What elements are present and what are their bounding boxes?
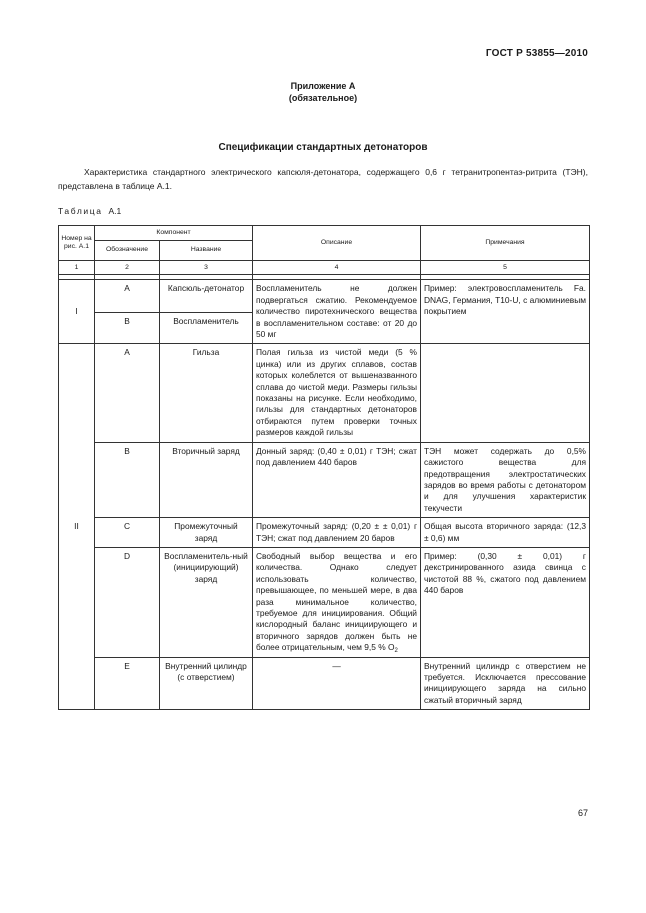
table-row bbox=[59, 518, 590, 548]
designation-cell: В bbox=[95, 313, 160, 344]
notes-cell bbox=[421, 344, 590, 442]
intro-text: Характеристика стандартного электрического капсюля-детонатора, содержащего 0,6 г тетранитропентаэ-ритрита (ТЭН), представлена в таблице А.1. bbox=[58, 167, 588, 191]
header-component: Компонент bbox=[95, 226, 253, 241]
designation-cell: С bbox=[95, 518, 160, 548]
col-number: 2 bbox=[95, 261, 160, 275]
designation-cell: В bbox=[95, 442, 160, 517]
description-cell: — bbox=[253, 657, 421, 710]
section-title: Спецификации стандартных детонаторов bbox=[218, 142, 428, 153]
group-number: I bbox=[59, 280, 95, 344]
header-designation: Обозначение bbox=[95, 241, 160, 261]
designation-cell: А bbox=[95, 280, 160, 313]
page-number: 67 bbox=[577, 808, 588, 818]
header-number: Номер на рис. А.1 bbox=[59, 226, 95, 261]
designation-cell: Е bbox=[95, 657, 160, 710]
table-header-row bbox=[59, 226, 590, 241]
table-caption-number: А.1 bbox=[108, 206, 122, 216]
col-number: 1 bbox=[59, 261, 95, 275]
column-number-row bbox=[59, 261, 590, 275]
col-number: 3 bbox=[160, 261, 253, 275]
description-text: Свободный выбор вещества и его количества. Однако следует использовать количество, превышающее, по меньшей мере, в два раза минимальное количество, требуемое для инициирования. Общий кислородный баланс инициирующего и вторичного зарядов должен быть не более отрицательным, чем 9,5 % O bbox=[256, 550, 417, 653]
designation-cell: А bbox=[95, 344, 160, 442]
description-cell: Промежуточный заряд: (0,20 ± ± 0,01) г ТЭН; сжат под давлением 20 баров bbox=[253, 518, 421, 548]
header-notes: Примечания bbox=[421, 226, 590, 261]
name-cell: Гильза bbox=[160, 344, 253, 442]
notes-cell: ТЭН может содержать до 0,5% сажистого вещества для предотвращения электростатических зарядов во время работы с детонатором и для улучшения характеристик текучести bbox=[421, 442, 590, 517]
table-row bbox=[59, 344, 590, 442]
description-cell bbox=[253, 547, 421, 657]
table-caption bbox=[58, 206, 121, 216]
appendix-title: Приложение А bbox=[290, 81, 356, 91]
name-cell: Воспламенитель bbox=[160, 313, 253, 344]
header-name: Название bbox=[160, 241, 253, 261]
oxygen-subscript: 2 bbox=[394, 648, 398, 655]
intro-paragraph bbox=[58, 165, 588, 193]
description-cell: Воспламенитель не должен подвергаться сжатию. Рекомендуемое количество пиротехнического вещества в воспламенительном составе: от 20 до 50 мг bbox=[253, 280, 421, 344]
notes-cell: Пример: электровоспламенитель Fa. DNAG, Германия, T10-U, с алюминиевым покрытием bbox=[421, 280, 590, 344]
col-number: 4 bbox=[253, 261, 421, 275]
name-cell: Вторичный заряд bbox=[160, 442, 253, 517]
group-number: II bbox=[59, 344, 95, 710]
table-row bbox=[59, 442, 590, 517]
description-cell: Полая гильза из чистой меди (5 % цинка) или из других сплавов, состав которых колеблется от вышеназванного сплава до чистой меди. Размеры гильзы показаны на рисунке. Если необходимо, гильзы для стандартных детонаторов отбираются путем проверки точных размеров каждой гильзы bbox=[253, 344, 421, 442]
designation-cell: D bbox=[95, 547, 160, 657]
table-row bbox=[59, 657, 590, 710]
description-cell: Донный заряд: (0,40 ± 0,01) г ТЭН; сжат под давлением 440 баров bbox=[253, 442, 421, 517]
notes-cell: Пример: (0,30 ± 0,01) г декстринированного азида свинца с чистотой 88 %, сжатого под давлением 440 баров bbox=[421, 547, 590, 657]
specs-table bbox=[58, 225, 590, 710]
standard-code: ГОСТ Р 53855—2010 bbox=[485, 48, 588, 59]
name-cell: Промежуточный заряд bbox=[160, 518, 253, 548]
name-cell: Внутренний цилиндр (с отверстием) bbox=[160, 657, 253, 710]
notes-cell: Общая высота вторичного заряда: (12,3 ± 0,6) мм bbox=[421, 518, 590, 548]
table-row bbox=[59, 547, 590, 657]
name-cell: Воспламенитель-ный (инициирующий) заряд bbox=[160, 547, 253, 657]
name-cell: Капсюль-детонатор bbox=[160, 280, 253, 313]
table-caption-label: Таблица bbox=[58, 206, 103, 216]
appendix-subtitle: (обязательное) bbox=[288, 93, 358, 103]
col-number: 5 bbox=[421, 261, 590, 275]
table-row bbox=[59, 280, 590, 313]
notes-cell: Внутренний цилиндр с отверстием не требуется. Исключается прессование инициирующего заряда на сильно сжатый вторичный заряд bbox=[421, 657, 590, 710]
header-description: Описание bbox=[253, 226, 421, 261]
